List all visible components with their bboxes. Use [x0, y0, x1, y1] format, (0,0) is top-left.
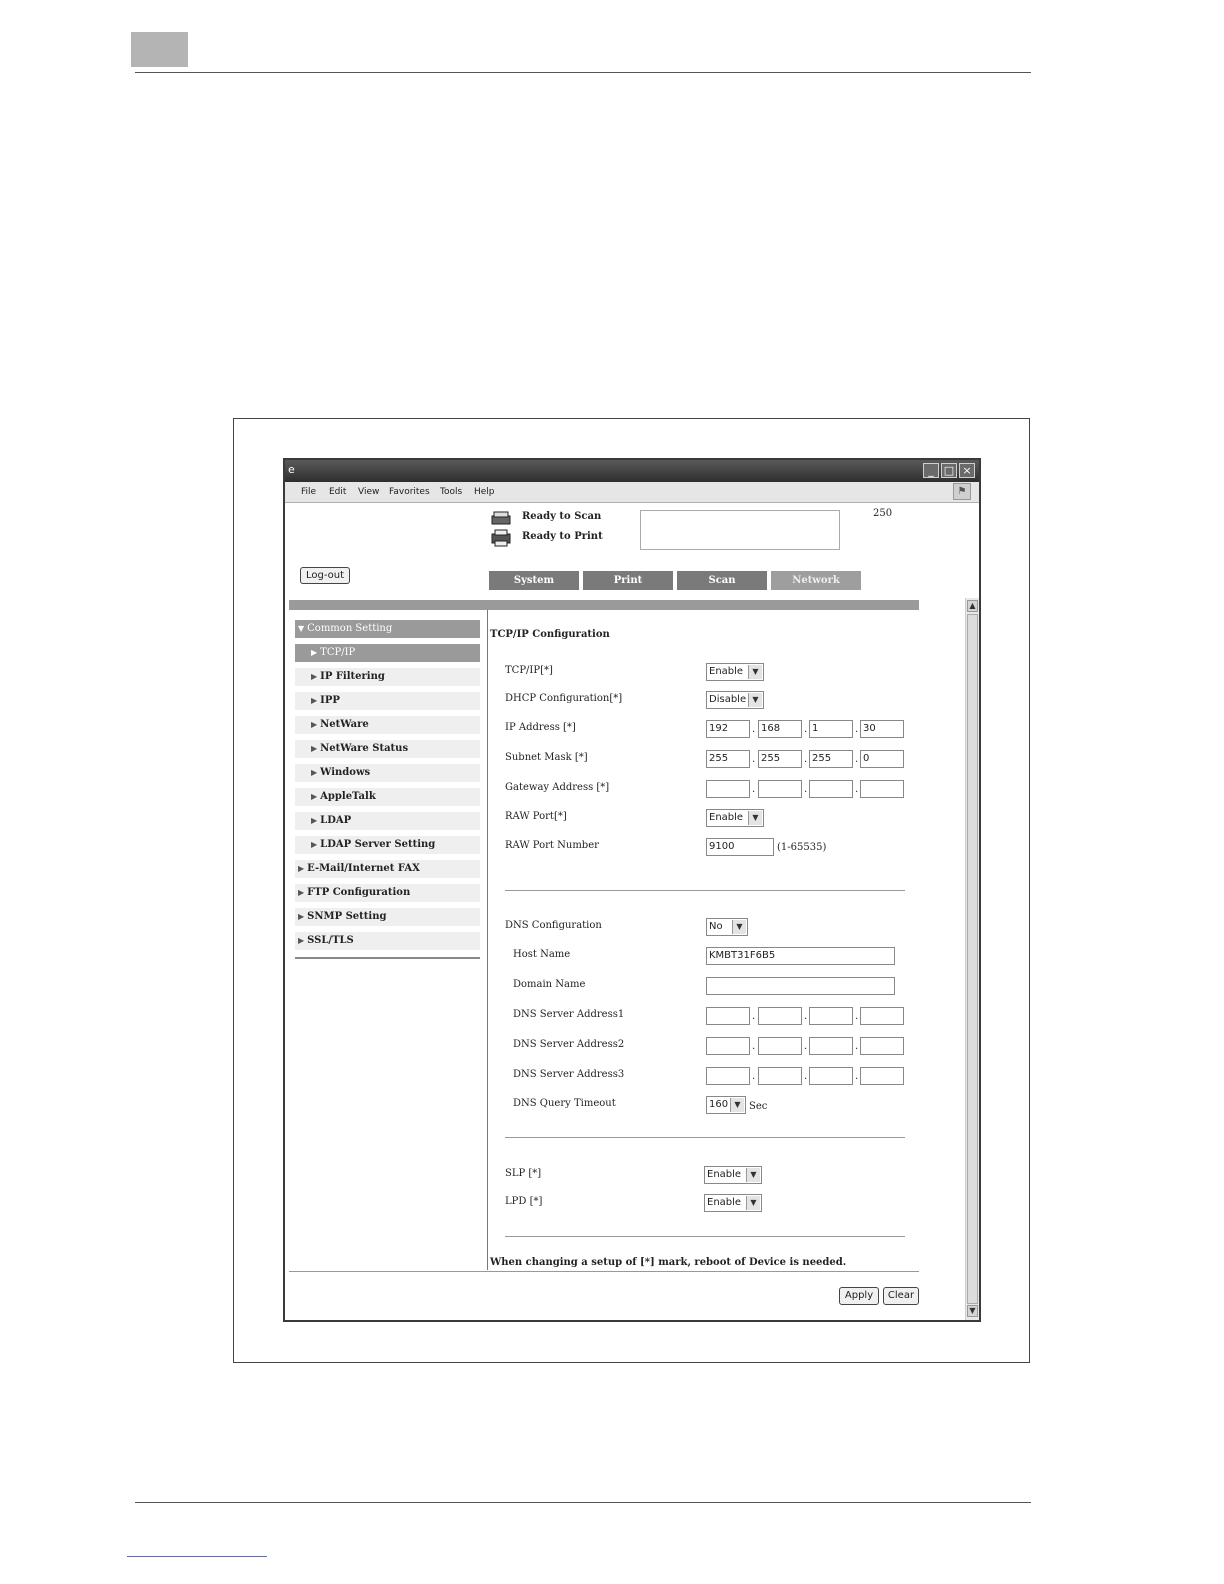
sidebar-item-label: IP Filtering [320, 671, 385, 682]
dhcp-select-value: Disable [709, 694, 747, 705]
triangle-right-icon: ▶ [311, 792, 318, 801]
octet-separator: . [804, 784, 808, 795]
dhcp-label: DHCP Configuration[*] [505, 693, 623, 704]
menu-bar [285, 482, 979, 503]
section-divider [505, 1137, 905, 1138]
sidebar-item-snmp-setting[interactable] [295, 908, 480, 926]
chevron-down-icon: ▼ [748, 665, 762, 679]
tab-print[interactable]: Print [583, 571, 675, 590]
sidebar-item-label: TCP/IP [320, 647, 356, 658]
sidebar-item-ip-filtering[interactable] [295, 668, 480, 686]
sidebar-item-ipp[interactable] [295, 692, 480, 710]
content-header-bar [289, 600, 919, 610]
triangle-right-icon: ▶ [311, 768, 318, 777]
scan-status: Ready to Scan [522, 511, 602, 522]
sidebar-item-netware[interactable] [295, 716, 480, 734]
octet-separator: . [855, 724, 859, 735]
menu-tools[interactable]: Tools [440, 487, 463, 497]
gateway-octet-4[interactable] [860, 780, 904, 798]
gateway-label: Gateway Address [*] [505, 782, 610, 793]
page-title: TCP/IP Configuration [490, 629, 610, 640]
subnet-octet-1[interactable]: 255 [706, 750, 750, 768]
close-button[interactable]: × [959, 463, 975, 478]
scanner-icon [490, 510, 512, 528]
triangle-right-icon: ▶ [311, 744, 318, 753]
dns-select-value: No [709, 921, 723, 932]
triangle-right-icon: ▶ [311, 720, 318, 729]
sidebar-item-label: SSL/TLS [307, 935, 354, 946]
triangle-right-icon: ▶ [311, 840, 318, 849]
dns3-octet-4[interactable] [860, 1067, 904, 1085]
dns-timeout-unit: Sec [749, 1101, 768, 1112]
chevron-down-icon: ▼ [748, 693, 762, 707]
menu-file[interactable]: File [301, 487, 317, 497]
chevron-down-icon: ▼ [732, 920, 746, 934]
octet-separator: . [752, 724, 756, 735]
clear-button[interactable]: Clear [883, 1287, 919, 1305]
footer-rule [135, 1502, 1031, 1503]
lpd-label: LPD [*] [505, 1196, 543, 1207]
vertical-scrollbar[interactable] [965, 598, 979, 1320]
octet-separator: . [752, 1041, 756, 1052]
chevron-down-icon: ▼ [746, 1196, 760, 1210]
triangle-right-icon: ▶ [298, 888, 305, 897]
header-rule [135, 72, 1031, 73]
menu-favorites[interactable]: Favorites [389, 487, 430, 497]
octet-separator: . [752, 754, 756, 765]
ip-octet-4[interactable]: 30 [860, 720, 904, 738]
sidebar-item-label: Windows [320, 767, 371, 778]
gateway-octet-2[interactable] [758, 780, 802, 798]
dns3-octet-1[interactable] [706, 1067, 750, 1085]
chevron-down-icon: ▼ [746, 1168, 760, 1182]
tcpip-select-value: Enable [709, 666, 744, 677]
raw-port-number-input[interactable]: 9100 [706, 838, 774, 856]
section-divider [505, 890, 905, 891]
slp-label: SLP [*] [505, 1168, 542, 1179]
menu-edit[interactable]: Edit [329, 487, 347, 497]
octet-separator: . [804, 1071, 808, 1082]
section-divider [505, 1236, 905, 1237]
footer-divider [289, 1271, 919, 1272]
raw-port-select[interactable] [706, 809, 764, 827]
pane-divider [487, 610, 488, 1270]
sidebar-item-ldap[interactable] [295, 812, 480, 830]
dns-configuration-select[interactable] [706, 918, 748, 936]
sidebar-item-appletalk[interactable] [295, 788, 480, 806]
tcpip-label: TCP/IP[*] [505, 665, 553, 676]
chevron-down-icon: ▼ [748, 811, 762, 825]
sidebar-item-label: AppleTalk [320, 791, 376, 802]
triangle-right-icon: ▶ [311, 672, 318, 681]
reboot-notice: When changing a setup of [*] mark, reboot of Device is needed. [490, 1257, 847, 1268]
sidebar-section-common-setting[interactable] [295, 620, 480, 638]
counter-value: 250 [873, 508, 893, 519]
dns3-octet-3[interactable] [809, 1067, 853, 1085]
tab-system[interactable]: System [489, 571, 581, 590]
sidebar-divider [295, 957, 480, 959]
sidebar-item-label: SNMP Setting [307, 911, 387, 922]
host-name-label: Host Name [513, 949, 571, 960]
dns-configuration-label: DNS Configuration [505, 920, 602, 931]
gateway-octet-1[interactable] [706, 780, 750, 798]
lpd-select[interactable] [704, 1194, 762, 1212]
title-bar [285, 460, 979, 482]
subnet-octet-4[interactable]: 0 [860, 750, 904, 768]
sidebar-item-ssl-tls[interactable] [295, 932, 480, 950]
octet-separator: . [804, 724, 808, 735]
raw-port-label: RAW Port[*] [505, 811, 567, 822]
octet-separator: . [752, 1011, 756, 1022]
sidebar-item-label: IPP [320, 695, 340, 706]
octet-separator: . [752, 1071, 756, 1082]
octet-separator: . [804, 1041, 808, 1052]
menu-view[interactable]: View [358, 487, 380, 497]
tcpip-select[interactable] [706, 663, 764, 681]
dns2-octet-3[interactable] [809, 1037, 853, 1055]
sidebar-item-ldap-server-setting[interactable] [295, 836, 480, 854]
triangle-down-icon: ▼ [298, 624, 305, 633]
dns-timeout-value: 160 [709, 1099, 729, 1110]
sidebar-item-label: FTP Configuration [307, 887, 411, 898]
host-name-input[interactable]: KMBT31F6B5 [706, 947, 895, 965]
slp-select-value: Enable [707, 1169, 742, 1180]
sidebar-item-label: LDAP [320, 815, 352, 826]
subnet-mask-label: Subnet Mask [*] [505, 752, 588, 763]
octet-separator: . [855, 1041, 859, 1052]
octet-separator: . [855, 1071, 859, 1082]
ip-octet-1[interactable]: 192 [706, 720, 750, 738]
minimize-button[interactable]: _ [923, 463, 939, 478]
triangle-right-icon: ▶ [311, 816, 318, 825]
sidebar-item-label: E-Mail/Internet FAX [307, 863, 420, 874]
sidebar-item-windows[interactable] [295, 764, 480, 782]
sidebar-item-label: NetWare [320, 719, 369, 730]
footer-link-underline [127, 1556, 267, 1557]
browser-icon: e [288, 463, 295, 476]
subnet-octet-2[interactable]: 255 [758, 750, 802, 768]
dhcp-select[interactable] [706, 691, 764, 709]
message-box [640, 510, 840, 550]
gateway-octet-3[interactable] [809, 780, 853, 798]
octet-separator: . [804, 754, 808, 765]
dns2-octet-1[interactable] [706, 1037, 750, 1055]
domain-name-label: Domain Name [513, 979, 586, 990]
dns-server-2-label: DNS Server Address2 [513, 1039, 625, 1050]
print-status: Ready to Print [522, 531, 603, 542]
triangle-right-icon: ▶ [298, 912, 305, 921]
raw-port-range-hint: (1-65535) [777, 842, 827, 853]
dns3-octet-2[interactable] [758, 1067, 802, 1085]
tab-network[interactable]: Network [771, 571, 863, 590]
sidebar-item-netware-status[interactable] [295, 740, 480, 758]
triangle-right-icon: ▶ [311, 648, 318, 657]
sidebar-item-tcpip[interactable] [295, 644, 480, 662]
logout-button[interactable]: Log-out [300, 567, 350, 584]
scroll-down-icon[interactable]: ▼ [967, 1305, 978, 1317]
dns-server-1-label: DNS Server Address1 [513, 1009, 625, 1020]
slp-select[interactable] [704, 1166, 762, 1184]
ip-octet-3[interactable]: 1 [809, 720, 853, 738]
dns2-octet-4[interactable] [860, 1037, 904, 1055]
sidebar-item-ftp-configuration[interactable] [295, 884, 480, 902]
octet-separator: . [855, 784, 859, 795]
octet-separator: . [855, 754, 859, 765]
ip-address-label: IP Address [*] [505, 722, 576, 733]
sidebar-section-label: Common Setting [307, 623, 393, 634]
printer-icon [490, 529, 512, 547]
sidebar-item-label: LDAP Server Setting [320, 839, 436, 850]
subnet-octet-3[interactable]: 255 [809, 750, 853, 768]
tab-scan[interactable]: Scan [677, 571, 769, 590]
lpd-select-value: Enable [707, 1197, 742, 1208]
octet-separator: . [752, 784, 756, 795]
maximize-button[interactable]: □ [941, 463, 957, 478]
menu-help[interactable]: Help [474, 487, 495, 497]
apply-button[interactable]: Apply [839, 1287, 879, 1305]
sidebar-item-email-internet-fax[interactable] [295, 860, 480, 878]
dns1-octet-3[interactable] [809, 1007, 853, 1025]
dns1-octet-4[interactable] [860, 1007, 904, 1025]
ip-octet-2[interactable]: 168 [758, 720, 802, 738]
raw-port-select-value: Enable [709, 812, 744, 823]
raw-port-number-label: RAW Port Number [505, 840, 599, 851]
octet-separator: . [804, 1011, 808, 1022]
dns1-octet-1[interactable] [706, 1007, 750, 1025]
dns1-octet-2[interactable] [758, 1007, 802, 1025]
sidebar-item-label: NetWare Status [320, 743, 409, 754]
dns-timeout-label: DNS Query Timeout [513, 1098, 616, 1109]
triangle-right-icon: ▶ [298, 936, 305, 945]
dns2-octet-2[interactable] [758, 1037, 802, 1055]
octet-separator: . [855, 1011, 859, 1022]
chapter-number-box [131, 32, 188, 67]
browser-window [283, 458, 981, 1322]
dns-timeout-select[interactable] [706, 1096, 746, 1114]
triangle-right-icon: ▶ [311, 696, 318, 705]
dns-server-3-label: DNS Server Address3 [513, 1069, 625, 1080]
scroll-up-icon[interactable]: ▲ [967, 600, 978, 612]
chevron-down-icon: ▼ [730, 1098, 744, 1112]
windows-logo-icon: ⚑ [953, 483, 971, 500]
triangle-right-icon: ▶ [298, 864, 305, 873]
domain-name-input[interactable] [706, 977, 895, 995]
scroll-thumb[interactable] [967, 614, 978, 1304]
